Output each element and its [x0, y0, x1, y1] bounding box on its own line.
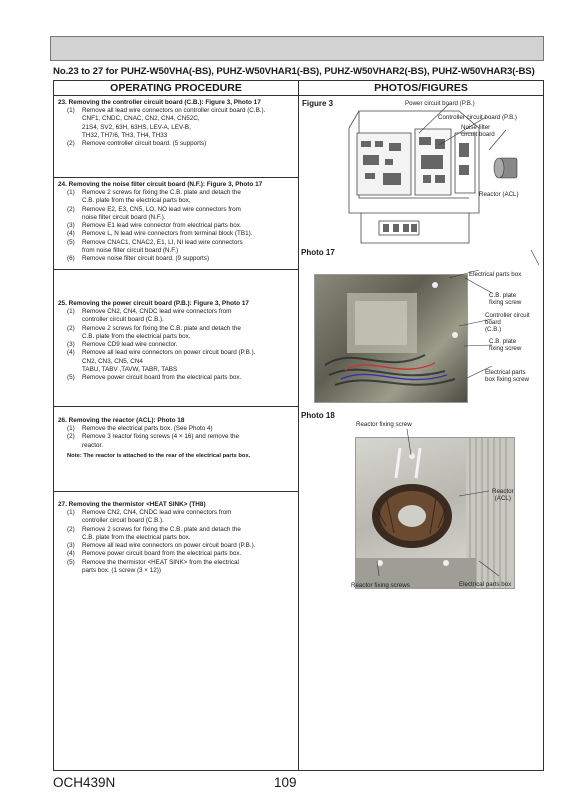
procedure-step-cont: CNF1, CNDC, CNAC, CN2, CN4, CN52C, [82, 115, 200, 123]
electrical-parts-box-callout-2: Electrical parts box [459, 581, 512, 588]
procedure-step: (2) Remove controller circuit board. (5 supports) [67, 140, 207, 148]
procedure-25 [54, 297, 298, 407]
operating-procedure-heading: OPERATING PROCEDURE [110, 82, 242, 94]
procedure-26 [54, 414, 298, 492]
electrical-parts-box-callout: Electrical parts box [469, 271, 522, 278]
procedure-title: 25. Removing the power circuit board (P.B.): Figure 3, Photo 17 [58, 300, 249, 307]
procedure-note: Note: The reactor is attached to the rear of the electrical parts box. [67, 452, 251, 459]
header-banner [50, 36, 544, 61]
procedure-step-cont: noise filter circuit board (N.F.). [82, 213, 166, 221]
procedure-step-cont: TH32, TH7/6, TH3, TH4, TH33 [82, 131, 168, 139]
procedure-table [53, 80, 544, 771]
procedure-step: (3) Remove all lead wire connectors on power circuit board (P.B.). [67, 542, 256, 550]
procedure-step: (2) Remove 3 reactor fixing screws (4 × 16) and remove the [67, 433, 239, 441]
procedure-title: 27. Removing the thermistor <HEAT SINK> (TH8) [58, 501, 206, 508]
photo-18-label: Photo 18 [301, 411, 335, 420]
procedure-step-cont: C.B. plate from the electrical parts box. [82, 533, 191, 541]
procedure-step: (1) Remove all lead wire connectors on controller circuit board (C.B.). [67, 107, 266, 114]
photos-figures-heading: PHOTOS/FIGURES [374, 82, 468, 94]
procedure-step-cont: reactor. [82, 441, 103, 449]
electrical-box-fixing-screw-callout: Electrical parts box fixing screw [485, 369, 530, 383]
figure-3-label: Figure 3 [302, 99, 334, 108]
procedure-step: (2) Remove 2 screws for fixing the C.B. plate and detach the [67, 324, 241, 332]
procedure-title: 24. Removing the noise filter circuit board (N.F.): Figure 3, Photo 17 [58, 181, 263, 188]
figure-3-leader-lines [299, 95, 543, 275]
controller-circuit-board-callout: Controller circuit board (C.B.) [485, 312, 530, 333]
reactor-callout: Reactor (ACL) [479, 191, 519, 198]
procedure-step-cont: parts box. (1 screw (3 × 12)) [82, 567, 161, 575]
procedure-step: (5) Remove CNAC1, CNAC2, E1, LI, NI lead wire connectors [67, 238, 243, 246]
procedure-step-cont: CN2, CN3, CN5, CN4 [82, 357, 143, 365]
procedure-23 [54, 96, 298, 178]
procedure-step: (4) Remove all lead wire connectors on power circuit board (P.B.). [67, 349, 256, 357]
procedure-step: (6) Remove noise filter circuit board. (9 supports) [67, 255, 210, 263]
procedure-step-cont: C.B. plate from the electrical parts box. [82, 197, 191, 205]
procedure-step: (2) Remove 2 screws for fixing the C.B. plate and detach the [67, 525, 241, 533]
procedure-step-cont: C.B. plate from the electrical parts box. [82, 332, 191, 340]
procedure-step-cont: TABU, TABV ,TAVW, TABR, TABS [82, 366, 178, 374]
photo-17-leader-lines [299, 266, 543, 406]
reactor-acl-callout: Reactor (ACL) [492, 488, 514, 502]
procedure-step: (1) Remove CN2, CN4, CNDC lead wire connectors from [67, 308, 232, 315]
controller-circuit-board-callout: Controller circuit board (P.B.) [438, 114, 517, 121]
procedure-title: 26. Removing the reactor (ACL): Photo 18 [58, 417, 185, 424]
procedure-title: 23. Removing the controller circuit board (C.B.): Figure 3, Photo 17 [58, 99, 261, 106]
procedure-step: (1) Remove 2 screws for fixing the C.B. plate and detach the [67, 189, 241, 196]
table-header-row [54, 81, 543, 96]
procedure-step: (5) Remove power circuit board from the electrical parts box. [67, 374, 242, 382]
procedure-step-cont: 21S4, SV2, 63H, 63HS, LEV-A, LEV-B, [82, 123, 191, 131]
document-code: OCH439N [53, 775, 116, 790]
procedure-step-cont: controller circuit board (C.B.). [82, 517, 164, 525]
model-applicability-line: No.23 to 27 for PUHZ-W50VHA(-BS), PUHZ-W50VHAR1(-BS), PUHZ-W50VHAR2(-BS), PUHZ-W50VHAR3(-BS) [53, 66, 535, 77]
procedure-step: (1) Remove the electrical parts box. (See Photo 4) [67, 425, 213, 432]
photo-17-label: Photo 17 [301, 248, 335, 257]
procedure-step: (4) Remove L, N lead wire connectors from terminal block (TB1). [67, 230, 253, 238]
procedure-step-cont: from noise filter circuit board (N.F.) [82, 247, 179, 255]
procedure-step: (5) Remove the thermistor <HEAT SINK> from the electrical [67, 558, 239, 566]
procedure-step: (3) Remove CD9 lead wire connector. [67, 341, 178, 349]
procedure-step: (1) Remove CN2, CN4, CNDC lead wire connectors from [67, 509, 232, 516]
photo-18-leader-lines [299, 421, 543, 591]
cb-plate-fixing-screw-callout: C.B. plate fixing screw [489, 338, 522, 352]
noise-filter-callout: Noise filter circuit board [461, 124, 495, 138]
procedure-24 [54, 178, 298, 270]
reactor-fixing-screws-callout: Reactor fixing screws [351, 582, 410, 589]
page-number: 109 [274, 775, 297, 790]
procedure-step: (4) Remove power circuit board from the electrical parts box. [67, 550, 242, 558]
procedure-27 [54, 498, 298, 598]
procedure-step: (3) Remove E1 lead wire connector from electrical parts box. [67, 222, 242, 230]
cb-plate-fixing-screw-top-callout: C.B. plate fixing screw [489, 292, 522, 306]
procedure-step: (2) Remove E2, E3, CN5, LO, NO lead wire connectors from [67, 205, 241, 213]
reactor-fixing-screw-callout: Reactor fixing screw [356, 421, 412, 428]
procedure-step-cont: controller circuit board (C.B.). [82, 316, 164, 324]
power-circuit-board-callout: Power circuit board (P.B.) [405, 100, 475, 107]
